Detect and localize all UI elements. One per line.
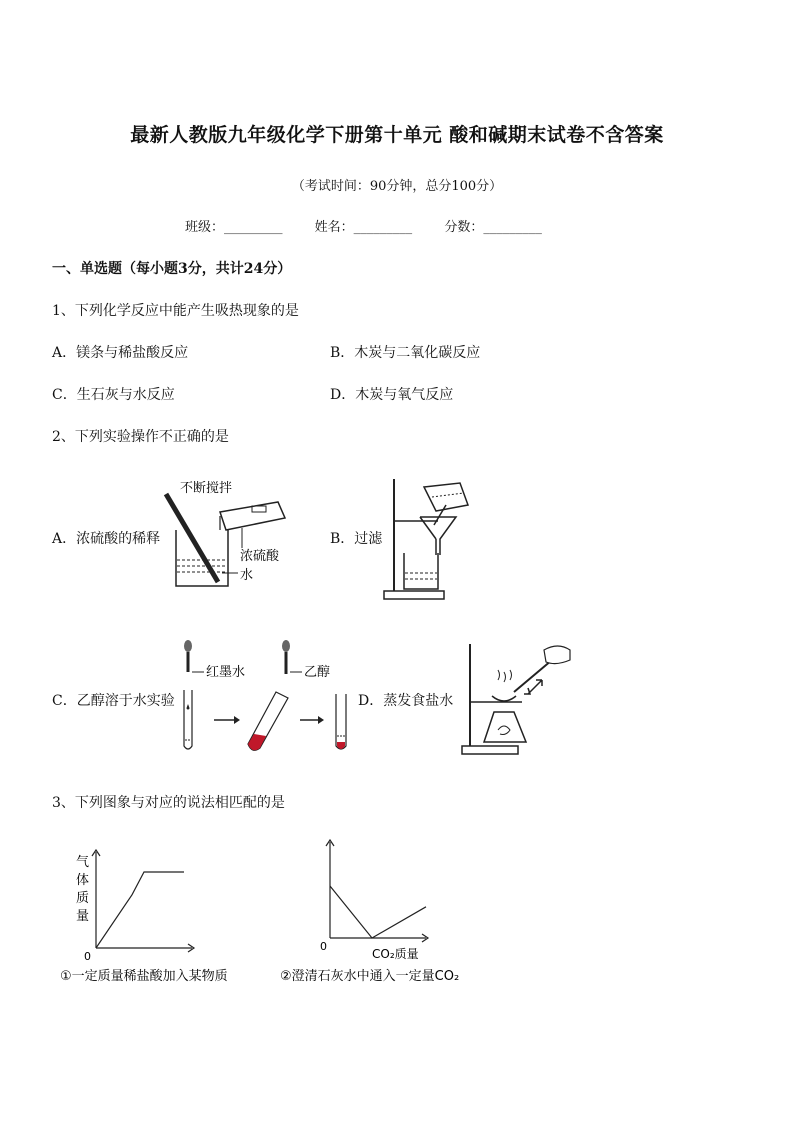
stand-base bbox=[462, 746, 518, 754]
q1-option-a[interactable]: A．镁条与稀盐酸反应 bbox=[52, 345, 189, 361]
evaporation-diagram bbox=[458, 640, 578, 760]
pouring-beaker bbox=[424, 483, 468, 511]
graph2-series-line bbox=[330, 886, 426, 938]
alcohol-lamp bbox=[484, 712, 526, 742]
dilution-diagram bbox=[160, 478, 310, 593]
q2-option-a[interactable]: A．浓硫酸的稀释 bbox=[52, 531, 161, 547]
student-fields bbox=[185, 216, 570, 235]
stir-label: 不断搅拌 bbox=[180, 481, 233, 496]
q1-option-d[interactable]: D．木炭与氧气反应 bbox=[330, 387, 454, 403]
test-tube-3 bbox=[336, 694, 346, 749]
name-field[interactable]: 姓名：_________ bbox=[314, 220, 413, 235]
graph-2 bbox=[280, 838, 510, 988]
graph1-series-line bbox=[96, 872, 184, 948]
glass-rod bbox=[166, 494, 218, 582]
q3-stem: 3、下列图象与对应的说法相匹配的是 bbox=[52, 795, 285, 811]
funnel bbox=[420, 517, 456, 555]
graph1-ylabel-2: 体 bbox=[76, 873, 90, 888]
graph-1 bbox=[60, 848, 280, 988]
q2-stem: 2、下列实验操作不正确的是 bbox=[52, 429, 229, 445]
q1-stem: 1、下列化学反应中能产生吸热现象的是 bbox=[52, 303, 299, 319]
ink-label: 红墨水 bbox=[206, 665, 246, 680]
graph2-xlabel: CO₂质量 bbox=[372, 947, 419, 961]
score-field[interactable]: 分数：_________ bbox=[444, 220, 542, 235]
graph1-caption: ①一定质量稀盐酸加入某物质 bbox=[60, 969, 228, 984]
q2-option-c[interactable]: C．乙醇溶于水实验 bbox=[52, 693, 175, 709]
graph1-origin: 0 bbox=[84, 950, 91, 963]
q1-option-b[interactable]: B．木炭与二氧化碳反应 bbox=[330, 345, 481, 361]
page-title: 最新人教版九年级化学下册第十单元 酸和碱期末试卷不含答案 bbox=[130, 124, 664, 146]
q1-option-c[interactable]: C．生石灰与水反应 bbox=[52, 387, 175, 403]
receiving-beaker bbox=[404, 553, 438, 589]
ethanol-diagram bbox=[176, 636, 366, 758]
graph2-origin: 0 bbox=[320, 940, 327, 953]
graph2-caption: ②澄清石灰水中通入一定量CO₂ bbox=[280, 969, 460, 984]
hand bbox=[544, 646, 570, 664]
section-title: 一、单选题（每小题3分，共计24分） bbox=[52, 261, 292, 277]
graph1-ylabel-1: 气 bbox=[76, 855, 90, 870]
ethanol-label: 乙醇 bbox=[304, 665, 331, 680]
acid-label: 浓硫酸 bbox=[240, 549, 280, 564]
dropper-bulb bbox=[184, 640, 192, 652]
exam-info: （考试时间：90分钟，总分100分） bbox=[291, 179, 503, 194]
q2-option-d[interactable]: D．蒸发食盐水 bbox=[358, 693, 454, 709]
water-label: 水 bbox=[240, 568, 254, 583]
evaporating-dish bbox=[492, 696, 516, 701]
q2-option-b[interactable]: B．过滤 bbox=[330, 531, 383, 547]
filtration-diagram bbox=[380, 475, 480, 605]
glass-rod-stir bbox=[514, 660, 552, 692]
graph1-ylabel-3: 质 bbox=[76, 891, 90, 906]
graph1-ylabel-4: 量 bbox=[76, 909, 90, 924]
class-field[interactable]: 班级：_________ bbox=[185, 220, 283, 235]
iron-stand-base bbox=[384, 591, 444, 599]
